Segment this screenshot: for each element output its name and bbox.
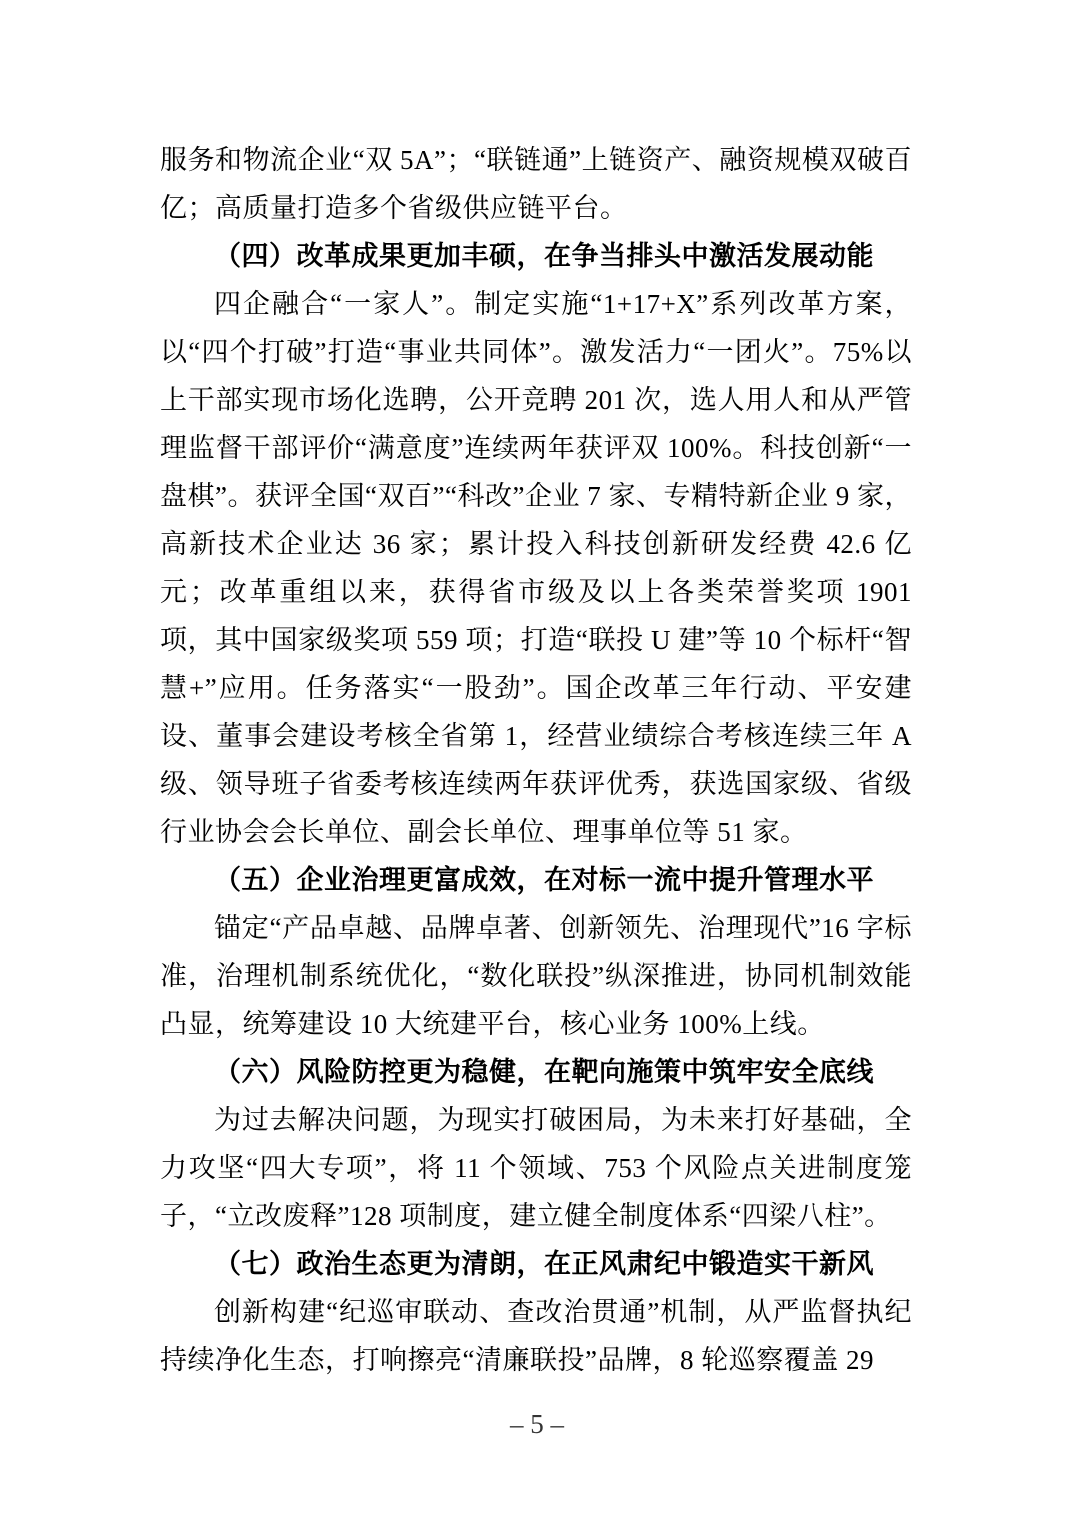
paragraph: 创新构建“纪巡审联动、查改治贯通”机制，从严监督执纪持续净化生态，打响擦亮“清廉联投”品牌，8 轮巡察覆盖 29 (160, 1297, 912, 1375)
paragraph: 为过去解决问题，为现实打破困局，为未来打好基础，全力攻坚“四大专项”，将 11 个领域、753 个风险点关进制度笼子，“立改废释”128 项制度，建立健全制度体系“四梁八柱”。 (160, 1105, 912, 1231)
section-heading: （四）改革成果更加丰硕，在争当排头中激活发展动能 (214, 241, 874, 271)
paragraph: 锚定“产品卓越、品牌卓著、创新领先、治理现代”16 字标准，治理机制系统优化，“数化联投”纵深推进，协同机制效能凸显，统筹建设 10 大统建平台，核心业务 100%上线。 (160, 913, 912, 1039)
paragraph: 四企融合“一家人”。制定实施“1+17+X”系列改革方案，以“四个打破”打造“事业共同体”。激发活力“一团火”。75%以上干部实现市场化选聘，公开竞聘 201 次，选人用人和从严管理监督干部评价“满意度”连续两年获评双 100%。科技创新“一盘棋”。获评全国“双百”“科改”企业 7 家、专精特新企业 9 家，高新技术企业达 36 家；累计投入科技创新研发经费 42.6 亿元；改革重组以来，获得省市级及以上各类荣誉奖项 1901 项，其中国家级奖项 559 项；打造“联投 U 建”等 10 个标杆“智慧+”应用。任务落实“一股劲”。国企改革三年行动、平安建设、董事会建设考核全省第 1，经营业绩综合考核连续三年 A 级、领导班子省委考核连续两年获评优秀，获选国家级、省级行业协会会长单位、副会长单位、理事单位等 51 家。 (160, 289, 912, 847)
section-heading: （七）政治生态更为清朗，在正风肃纪中锻造实干新风 (214, 1249, 874, 1279)
page-number: – 5 – (510, 1409, 564, 1439)
page-footer (0, 1400, 1074, 1448)
section-heading: （五）企业治理更富成效，在对标一流中提升管理水平 (214, 865, 874, 895)
document-body (160, 136, 912, 1384)
section-heading: （六）风险防控更为稳健，在靶向施策中筑牢安全底线 (214, 1057, 874, 1087)
paragraph: 服务和物流企业“双 5A”；“联链通”上链资产、融资规模双破百亿；高质量打造多个省级供应链平台。 (160, 145, 912, 223)
